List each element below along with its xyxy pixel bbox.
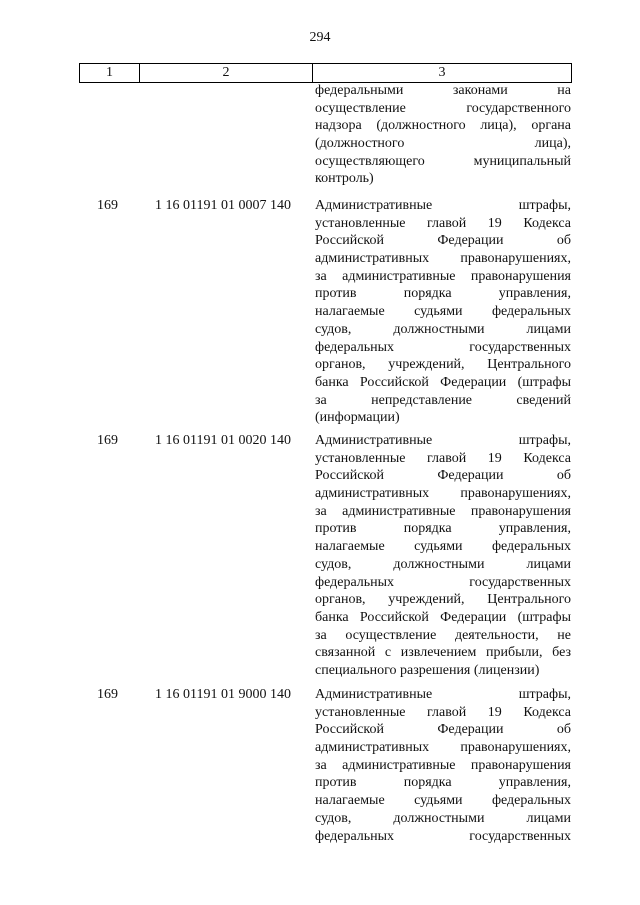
- text-line: против порядка управления,: [315, 521, 571, 537]
- text-line: судов, должностными лицами: [315, 810, 571, 826]
- text-line: осуществляющего муниципальный: [315, 153, 571, 169]
- text-line: (должностного лица),: [315, 136, 571, 152]
- row-number: 169: [97, 687, 118, 702]
- page-number: 294: [309, 30, 331, 45]
- text-line: за непредставление сведений: [315, 392, 571, 408]
- text-line: федеральных государственных: [315, 574, 571, 590]
- text-line: органов, учреждений, Центрального: [315, 357, 571, 373]
- text-line: за административные правонарушения: [315, 757, 571, 773]
- text-line: налагаемые судьями федеральных: [315, 539, 571, 555]
- text-line: Административные штрафы,: [315, 687, 571, 702]
- row-description: [315, 686, 571, 845]
- text-line: установленные главой 19 Кодекса: [315, 704, 571, 720]
- text-line: специального разрешения (лицензии): [315, 662, 540, 678]
- text-line: Административные штрафы,: [315, 198, 571, 213]
- header-col-3: 3: [438, 65, 446, 80]
- text-line: Российской Федерации об: [315, 468, 571, 484]
- text-line: установленные главой 19 Кодекса: [315, 215, 571, 231]
- text-line: против порядка управления,: [315, 286, 571, 302]
- text-line: за административные правонарушения: [315, 503, 571, 519]
- row-number: 169: [97, 198, 118, 213]
- text-line: против порядка управления,: [315, 775, 571, 791]
- text-line: контроль): [315, 171, 374, 187]
- text-line: налагаемые судьями федеральных: [315, 304, 571, 320]
- text-line: Административные штрафы,: [315, 433, 571, 448]
- row-code: 1 16 01191 01 0020 140: [155, 433, 291, 448]
- text-line: осуществление государственного: [315, 100, 571, 116]
- text-line: за осуществление деятельности, не: [315, 627, 571, 643]
- text-line: административных правонарушениях,: [315, 251, 571, 267]
- text-line: за административные правонарушения: [315, 268, 571, 284]
- text-line: федеральных государственных: [315, 828, 571, 844]
- text-line: банка Российской Федерации (штрафы: [315, 374, 571, 390]
- text-line: надзора (должностного лица), органа: [315, 118, 571, 134]
- text-line: (информации): [315, 410, 400, 426]
- header-col-1: 1: [80, 64, 140, 82]
- continuation-text: [315, 82, 571, 188]
- header-col-2: 2: [140, 64, 313, 82]
- text-line: судов, должностными лицами: [315, 321, 571, 337]
- text-line: Российской Федерации об: [315, 722, 571, 738]
- text-line: банка Российской Федерации (штрафы: [315, 609, 571, 625]
- text-line: установленные главой 19 Кодекса: [315, 450, 571, 466]
- text-line: связанной с извлечением прибыли, без: [315, 645, 571, 661]
- row-description: [315, 432, 571, 680]
- text-line: Российской Федерации об: [315, 233, 571, 249]
- text-line: федеральными законами на: [315, 83, 571, 98]
- row-description: [315, 197, 571, 427]
- text-line: органов, учреждений, Центрального: [315, 592, 571, 608]
- text-line: административных правонарушениях,: [315, 486, 571, 502]
- table-header: [79, 63, 572, 83]
- text-line: судов, должностными лицами: [315, 556, 571, 572]
- text-line: административных правонарушениях,: [315, 740, 571, 756]
- text-line: федеральных государственных: [315, 339, 571, 355]
- row-code: 1 16 01191 01 9000 140: [155, 687, 291, 702]
- text-line: налагаемые судьями федеральных: [315, 793, 571, 809]
- row-number: 169: [97, 433, 118, 448]
- row-code: 1 16 01191 01 0007 140: [155, 198, 291, 213]
